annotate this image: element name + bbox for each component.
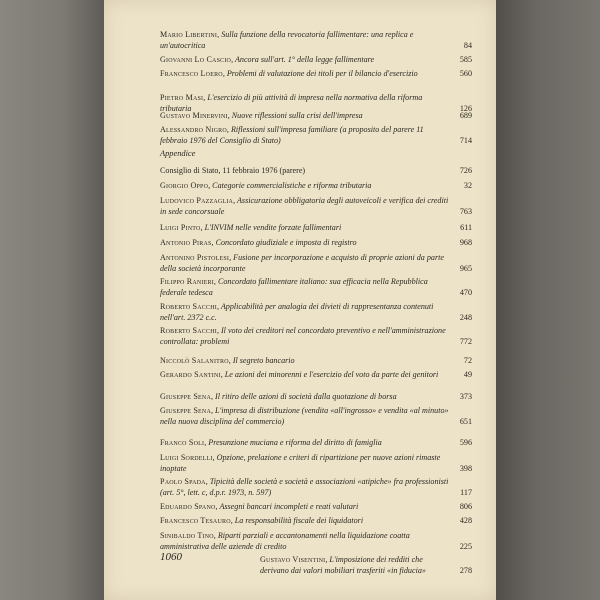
entry-page: 806 — [459, 502, 472, 511]
index-entry: Giuseppe Sena, L'impresa di distribuzione (vendita «all'ingrosso» e vendita «al minuto» nella nuova disciplina del commercio) 651 — [160, 406, 472, 426]
entry-title: Fusione per incorporazione e acquisto di proprie azioni da parte della società incorporante — [160, 253, 444, 273]
entry-page: 470 — [459, 287, 472, 297]
index-entry: Gustavo Visentini, L'imposizione dei redditi che derivano dai valori mobiliari trasferiti «in fiducia» 278 — [260, 555, 472, 575]
index-entry: Eduardo Spano, Assegni bancari incompleti e reati valutari 806 — [160, 502, 472, 511]
entry-title: Consiglio di Stato, 11 febbraio 1976 (parere) — [160, 166, 306, 175]
entry-page: 651 — [459, 416, 472, 426]
entry-author: Pietro Masi — [160, 93, 204, 102]
index-entry: Giuseppe Sena, Il ritiro delle azioni di società dalla quotazione di borsa 373 — [160, 392, 472, 401]
index-entry: Franco Soli, Presunzione muciana e riforma del diritto di famiglia 596 — [160, 438, 472, 447]
entry-author: Mario Libertini — [160, 30, 218, 39]
entry-page: 763 — [459, 206, 472, 216]
entry-author: Giuseppe Sena — [160, 406, 211, 415]
index-entry: Roberto Sacchi, Il voto dei creditori nel concordato preventivo e nell'amministrazione controllata: problemi 772 — [160, 326, 472, 346]
entry-author: Alessandro Nigro — [160, 125, 227, 134]
book-page — [104, 0, 496, 600]
entry-title: L'impresa di distribuzione (vendita «all'ingrosso» e vendita «al minuto» nella nuova disciplina del commercio) — [160, 406, 449, 426]
index-entry: Luigi Sordelli, Opzione, prelazione e criteri di ripartizione per nuove azioni rimaste inoptate 398 — [160, 453, 472, 473]
entry-title: Il voto dei creditori nel concordato preventivo e nell'amministrazione controllata: problemi — [160, 326, 446, 346]
entry-author: Antonio Piras — [160, 238, 212, 247]
index-entry: Filippo Ranieri, Concordato fallimentare italiano: sua efficacia nella Repubblica federale tedesca 470 — [160, 277, 472, 297]
entry-title: Applicabilità per analogia dei divieti di rappresentanza contenuti nell'art. 2372 c.c. — [160, 302, 434, 322]
entry-author: Gustavo Visentini — [260, 555, 326, 564]
entry-title: Problemi di valutazione dei titoli per il bilancio d'esercizio — [226, 69, 418, 78]
entry-page: 560 — [459, 69, 472, 78]
entry-page: 772 — [459, 336, 472, 346]
entry-title: L'esercizio di più attività di impresa nella normativa della riforma tributaria — [160, 93, 423, 113]
background-left — [0, 0, 104, 600]
entry-page: 611 — [460, 223, 472, 232]
entry-author: Giovanni Lo Cascio — [160, 55, 232, 64]
section-heading: Appendice — [160, 149, 196, 158]
index-entry: Gerardo Santini, Le azioni dei minorenni e l'esercizio del voto da parte dei genitori 49 — [160, 370, 472, 379]
entry-title: Riparti parziali e accantonamenti nella liquidazione coatta amministrativa delle aziende di credito — [160, 531, 410, 551]
entry-author: Giorgio Oppo — [160, 181, 209, 190]
index-entry: Francesco Tesauro, La responsabilità fiscale dei liquidatori 428 — [160, 516, 472, 525]
entry-author: Paolo Spada — [160, 477, 206, 486]
entry-page: 225 — [459, 541, 472, 551]
entry-title: Nuove riflessioni sulla crisi dell'impresa — [231, 111, 363, 120]
index-entry — [160, 166, 472, 177]
entry-title: Sulla funzione della revocatoria fallimentare: una replica e un'autocritica — [160, 30, 414, 50]
entry-title: Ancora sull'art. 1° della legge fallimentare — [234, 55, 375, 64]
entry-page: 689 — [459, 111, 472, 120]
entry-page: 49 — [463, 370, 472, 379]
entry-author: Eduardo Spano — [160, 502, 216, 511]
entry-title: Concordato fallimentare italiano: sua efficacia nella Repubblica federale tedesca — [160, 277, 428, 297]
entry-page: 117 — [460, 487, 472, 497]
entry-page: 596 — [459, 438, 472, 447]
entry-title: L'INVIM nelle vendite forzate fallimentari — [204, 223, 342, 232]
entry-page: 32 — [463, 181, 472, 190]
entry-page: 248 — [459, 312, 472, 322]
background-right — [492, 0, 600, 600]
entry-page: 968 — [459, 238, 472, 247]
entry-title: Le azioni dei minorenni e l'esercizio del voto da parte dei genitori — [224, 370, 439, 379]
index-entry: Niccolò Salanitro, Il segreto bancario 72 — [160, 356, 472, 365]
page-number: 1060 — [160, 551, 182, 563]
entry-title: Tipicità delle società e società e associazioni «atipiche» fra professionisti (art. 5°, lett. c, d.p.r. 1973, n. 597) — [160, 477, 449, 497]
entry-author: Roberto Sacchi — [160, 326, 217, 335]
index-entry: Giovanni Lo Cascio, Ancora sull'art. 1° della legge fallimentare 585 — [160, 55, 472, 64]
index-entry: Gustavo Minervini, Nuove riflessioni sulla crisi dell'impresa 689 — [160, 111, 472, 120]
entry-title: Il segreto bancario — [232, 356, 295, 365]
entry-page: 714 — [459, 135, 472, 145]
index-entry: Francesco Loero, Problemi di valutazione dei titoli per il bilancio d'esercizio 560 — [160, 69, 472, 78]
entry-author: Luigi Pinto — [160, 223, 201, 232]
index-entry: Sinibaldo Tino, Riparti parziali e accantonamenti nella liquidazione coatta amministrativa delle aziende di credito 225 — [160, 531, 472, 551]
entry-author: Franco Soli — [160, 438, 205, 447]
entry-author: Niccolò Salanitro — [160, 356, 229, 365]
index-entry: Antonino Pistolesi, Fusione per incorporazione e acquisto di proprie azioni da parte della società incorporante 965 — [160, 253, 472, 273]
entry-title: Assicurazione obbligatoria degli autoveicoli e verifica dei crediti in sede concorsuale — [160, 196, 449, 216]
index-entry: Roberto Sacchi, Applicabilità per analogia dei divieti di rappresentanza contenuti nell'art. 2372 c.c. 248 — [160, 302, 472, 322]
entry-page: 72 — [463, 356, 472, 365]
entry-title: Concordato giudiziale e imposta di registro — [215, 238, 357, 247]
entry-author: Luigi Sordelli — [160, 453, 213, 462]
entry-title: Il ritiro delle azioni di società dalla quotazione di borsa — [215, 392, 397, 401]
index-entry: Paolo Spada, Tipicità delle società e società e associazioni «atipiche» fra professionisti (art. 5°, lett. c, d.p.r. 1973, n. 597) 117 — [160, 477, 472, 497]
entry-author: Francesco Tesauro — [160, 516, 231, 525]
index-entry: Alessandro Nigro, Riflessioni sull'impresa familiare (a proposito del parere 11 febbraio 1976 del Consiglio di Stato) 714 — [160, 125, 472, 145]
index-entry: Luigi Pinto, L'INVIM nelle vendite forzate fallimentari 611 — [160, 223, 472, 232]
entry-author: Gerardo Santini — [160, 370, 221, 379]
entry-author: Giuseppe Sena — [160, 392, 211, 401]
entry-title: Presunzione muciana e riforma del diritto di famiglia — [208, 438, 382, 447]
entry-page: 126 — [459, 103, 472, 113]
entry-page: 278 — [459, 565, 472, 575]
entry-author: Francesco Loero — [160, 69, 223, 78]
entry-title: L'imposizione dei redditi che derivano dai valori mobiliari trasferiti «in fiducia» — [260, 555, 426, 575]
entry-author: Roberto Sacchi — [160, 302, 217, 311]
entry-author: Sinibaldo Tino — [160, 531, 214, 540]
index-entry: Mario Libertini, Sulla funzione della revocatoria fallimentare: una replica e un'autocritica 84 — [160, 30, 472, 50]
entry-author: Gustavo Minervini — [160, 111, 228, 120]
entry-title: Assegni bancari incompleti e reati valutari — [219, 502, 359, 511]
index-entry: Ludovico Pazzaglia, Assicurazione obbligatoria degli autoveicoli e verifica dei crediti in sede concorsuale 763 — [160, 196, 472, 216]
entry-page: 398 — [459, 463, 472, 473]
entry-title: Riflessioni sull'impresa familiare (a proposito del parere 11 febbraio 1976 del Consiglio di Stato) — [160, 125, 424, 145]
entry-page: 373 — [459, 392, 472, 401]
entry-page: 84 — [463, 40, 472, 50]
entry-page: 585 — [459, 55, 472, 64]
entry-title: Opzione, prelazione e criteri di ripartizione per nuove azioni rimaste inoptate — [160, 453, 441, 473]
entry-title: Categorie commercialistiche e riforma tributaria — [212, 181, 372, 190]
entry-author: Ludovico Pazzaglia — [160, 196, 234, 205]
entry-title: La responsabilità fiscale dei liquidatori — [234, 516, 364, 525]
entry-page: 726 — [459, 166, 472, 175]
entry-page: 428 — [459, 516, 472, 525]
index-entry: Pietro Masi, L'esercizio di più attività di impresa nella normativa della riforma tributaria 126 — [160, 93, 472, 113]
index-entry: Antonio Piras, Concordato giudiziale e imposta di registro 968 — [160, 238, 472, 247]
index-entry: Giorgio Oppo, Categorie commercialistiche e riforma tributaria 32 — [160, 181, 472, 190]
entry-page: 965 — [459, 263, 472, 273]
entry-author: Antonino Pistolesi — [160, 253, 230, 262]
entry-author: Filippo Ranieri — [160, 277, 214, 286]
